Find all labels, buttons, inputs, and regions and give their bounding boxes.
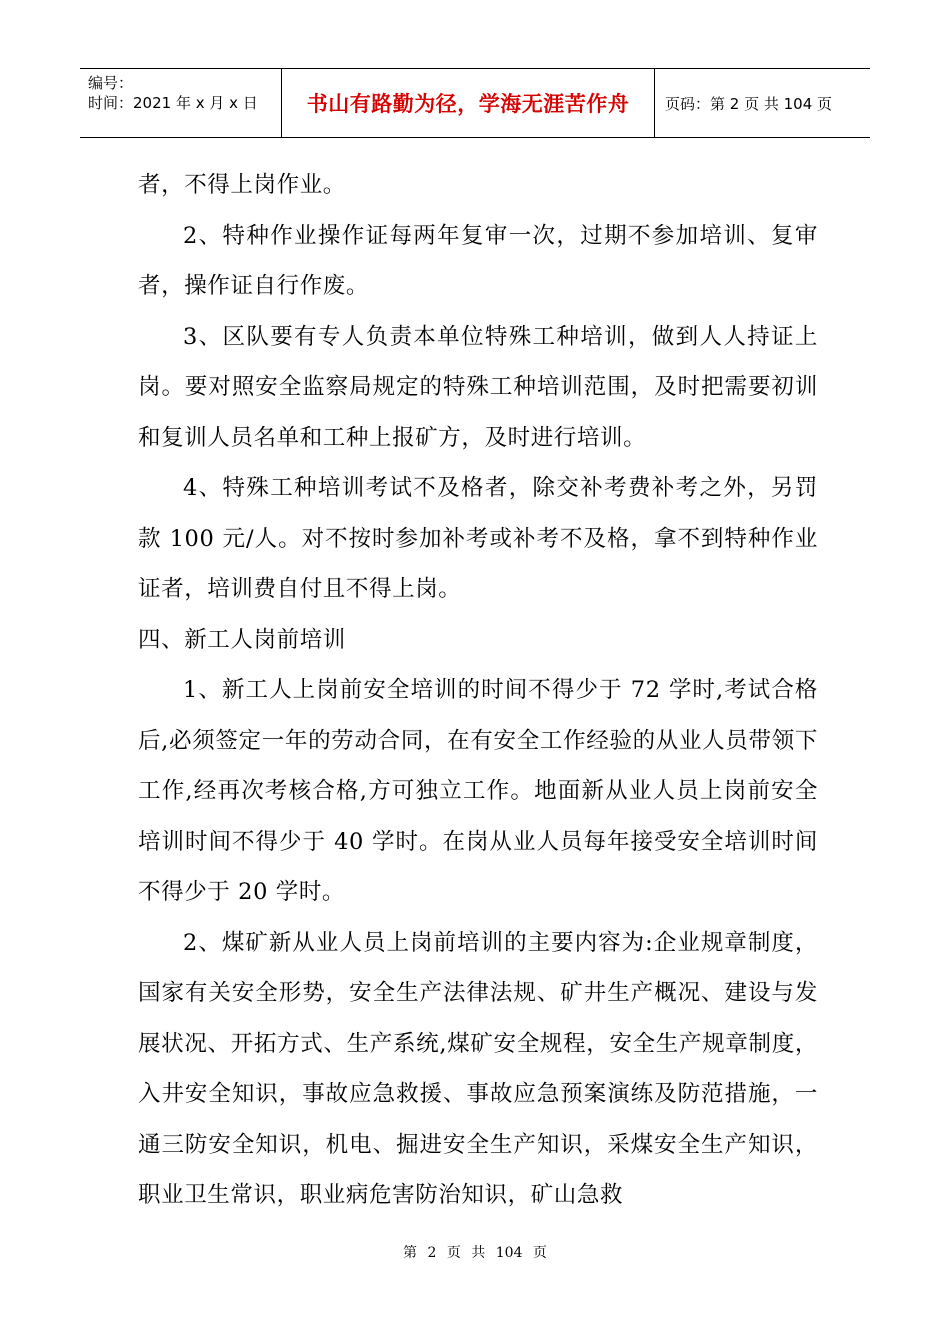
paragraph-continuation: 者，不得上岗作业。 — [138, 172, 346, 198]
paragraph-new-worker-2: 2、煤矿新从业人员上岗前培训的主要内容为:企业规章制度，国家有关安全形势，安全生产法律法规、矿井生产概况、建设与发展状况、开拓方式、生产系统,煤矿安全规程，安全生产规章制度，入井安全知识，事故应急救援、事故应急预案演练及防范措施，一通三防安全知识，机电、掘进安全生产知识，采煤安全生产知识，职业卫生常识，职业病危害防治知识，矿山急救 — [138, 929, 818, 1208]
paragraph-item-2: 2、特种作业操作证每两年复审一次，过期不参加培训、复审者，操作证自行作废。 — [138, 222, 818, 299]
page-footer: 第 2 页 共 104 页 — [403, 1245, 547, 1261]
document-number-label: 编号： — [88, 74, 134, 92]
header-motto: 书山有路勤为径，学海无涯苦作舟 — [282, 69, 655, 137]
header-page-info: 页码：第 2 页 共 104 页 — [665, 94, 833, 113]
document-body — [138, 160, 818, 1221]
document-date: 时间：2021 年 x 月 x 日 — [88, 94, 258, 112]
section-heading: 四、新工人岗前培训 — [138, 626, 346, 653]
header-meta — [80, 69, 282, 137]
page-header — [80, 68, 870, 138]
paragraph-item-3: 3、区队要有专人负责本单位特殊工种培训，做到人人持证上岗。要对照安全监察局规定的特殊工种培训范围，及时把需要初训和复训人员名单和工种上报矿方，及时进行培训。 — [138, 323, 818, 451]
paragraph-new-worker-1: 1、新工人上岗前安全培训的时间不得少于 72 学时,考试合格后,必须签定一年的劳动合同，在有安全工作经验的从业人员带领下工作,经再次考核合格,方可独立工作。地面新从业人员上岗前安全培训时间不得少于 40 学时。在岗从业人员每年接受安全培训时间不得少于 20 学时。 — [138, 677, 818, 905]
paragraph-item-4: 4、特殊工种培训考试不及格者，除交补考费补考之外，另罚款 100 元/人。对不按时参加补考或补考不及格，拿不到特种作业证者，培训费自付且不得上岗。 — [138, 475, 818, 602]
